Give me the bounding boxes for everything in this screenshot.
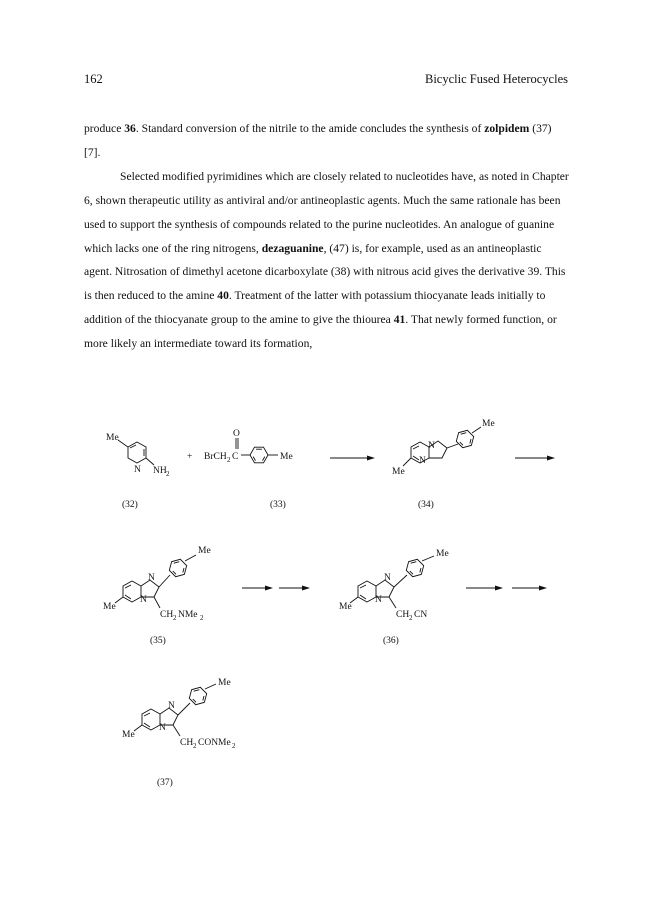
text-span: . Treatment of the latter with potassium thiocyanate leads initially to addition of the thiocyanate group to the amine to give the thiourea: [84, 289, 546, 327]
structure-37: [122, 678, 236, 750]
structure-36: [339, 549, 449, 622]
atom-label: N: [134, 465, 141, 475]
text-span: (37) [7].: [84, 122, 552, 159]
atom-label: O: [233, 429, 240, 439]
atom-label: BrCH: [204, 452, 227, 462]
plus-sign: +: [187, 452, 193, 462]
drug-name-zolpidem: zolpidem: [484, 122, 530, 135]
text-span: , (47) is, for example, used as an antineoplastic agent. Nitrosation of dimethyl acetone dicarboxylate (38) with nitrous acid gives the derivative 39. This is then reduced to the amine: [84, 241, 566, 303]
atom-label: Me: [482, 419, 495, 429]
atom-label: CN: [414, 610, 428, 620]
text-span: . That newly formed function, or more likely an intermediate toward its formation,: [84, 313, 557, 351]
atom-label: 2: [193, 742, 197, 750]
atom-label: CH: [180, 738, 194, 748]
atom-label: Me: [339, 602, 352, 612]
arrow-head: [547, 456, 555, 461]
compound-label-36: (36): [383, 636, 399, 646]
atom-label: Me: [218, 678, 231, 688]
atom-label: N: [428, 441, 435, 451]
atom-label: Me: [103, 602, 116, 612]
atom-label: CH: [160, 610, 174, 620]
arrow-head: [302, 586, 310, 591]
structure-32: [106, 433, 170, 478]
arrow-head: [367, 456, 375, 461]
atom-label: 2: [227, 456, 231, 464]
atom-label: 2: [173, 614, 177, 622]
atom-label: Me: [106, 433, 119, 443]
atom-label: CH: [396, 610, 410, 620]
atom-label: CONMe: [198, 738, 231, 748]
atom-label: Me: [198, 546, 211, 556]
compound-label-32: (32): [122, 500, 138, 510]
structure-34: [392, 419, 495, 477]
atom-label: NMe: [178, 610, 198, 620]
atom-label: NH: [153, 466, 167, 476]
compound-ref-40: 40: [217, 289, 229, 303]
atom-label: N: [168, 701, 175, 711]
atom-label: Me: [436, 549, 449, 559]
atom-label: N: [148, 573, 155, 583]
drug-name-dezaguanine: dezaguanine: [261, 241, 324, 255]
atom-label: 2: [409, 614, 413, 622]
atom-label: N: [140, 595, 147, 605]
atom-label: Me: [392, 467, 405, 477]
text-span: . Standard conversion of the nitrile to the amide concludes the synthesis of: [135, 122, 485, 135]
structure-33: [204, 429, 293, 464]
structure-35: [103, 546, 211, 622]
arrow-head: [495, 586, 503, 591]
atom-label: Me: [122, 730, 135, 740]
atom-label: N: [419, 456, 426, 466]
atom-label: 2: [232, 742, 236, 750]
text-span: produce: [84, 122, 125, 135]
atom-label: N: [384, 573, 391, 583]
atom-label: 2: [166, 470, 170, 478]
compound-label-33: (33): [270, 500, 286, 510]
atom-label: N: [375, 595, 382, 605]
atom-label: Me: [280, 452, 293, 462]
arrow-head: [539, 586, 547, 591]
arrow-head: [265, 586, 273, 591]
atom-label: N: [159, 723, 166, 733]
atom-label: 2: [200, 614, 204, 622]
compound-label-34: (34): [418, 500, 434, 510]
atom-label: C: [232, 452, 239, 462]
text-span: Selected modified pyrimidines which are closely related to nucleotides have, as noted in Chapter 6, shown therapeutic utility as antiviral and/or antineoplastic agents. Much the same rationale has been used to support the synthesis of compounds related to the purine nucleotides. An analogue of guanine which lacks one of the ring nitrogens,: [84, 169, 569, 255]
compound-label-37: (37): [157, 778, 173, 788]
compound-ref-36: 36: [124, 122, 136, 135]
page-number: 162: [84, 72, 103, 86]
compound-label-35: (35): [150, 636, 166, 646]
compound-ref-41: 41: [393, 313, 406, 327]
running-title: Bicyclic Fused Heterocycles: [424, 72, 568, 86]
